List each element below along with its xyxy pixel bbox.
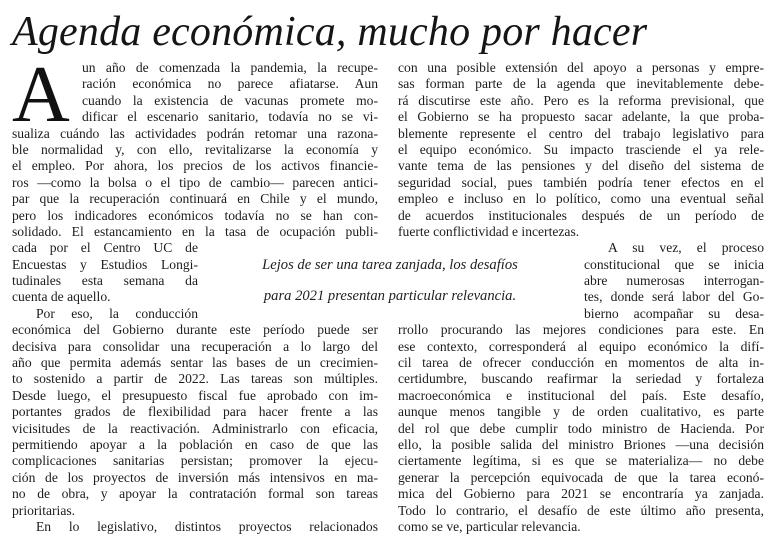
text-line: constitucional que se inicia	[584, 256, 764, 272]
text-line: tudinales esta semana da	[12, 273, 198, 289]
text-line: el equipo económico. Su impacto trasciende el ya rele-	[398, 141, 764, 157]
pull-quote-line: para 2021 presentan particular relevancia.	[263, 288, 517, 304]
pull-quote-line: Lejos de ser una tarea zanjada, los desafíos	[262, 257, 518, 273]
text-line: prioritarias.	[12, 502, 76, 518]
text-line: Todo lo contrario, el desafío de este último año presenta,	[398, 502, 764, 518]
text-line: ble normalidad y, con ello, revitalizarse la economía y	[12, 141, 378, 157]
text-line: ración económica no parece afiatarse. Aun	[82, 76, 378, 92]
text-line: de acuerdos institucionales después de un período de	[398, 207, 764, 223]
text-line: Por eso, la conducción	[36, 305, 198, 321]
text-line: ción de los proyectos de inversión más intensivos en ma-	[12, 469, 378, 485]
text-line: cada por el Centro UC de	[12, 240, 198, 256]
text-line: año que permita además sentar las bases de un crecimien-	[12, 355, 378, 371]
text-line: A su vez, el proceso	[608, 240, 764, 256]
drop-cap: A	[12, 51, 70, 139]
text-line: certidumbre, buscando reafirmar la seriedad y fortaleza	[398, 371, 764, 387]
text-line: vante tema de las pensiones y del diseño del sistema de	[398, 158, 764, 174]
text-line: rá discutirse este año. Pero es la reforma previsional, que	[398, 92, 764, 108]
text-line: decisiva para consolidar una recuperación a lo largo del	[12, 338, 378, 354]
text-line: económica del Gobierno durante este período puede ser	[12, 322, 378, 338]
article-title: Agenda económica, mucho por hacer	[12, 9, 648, 55]
text-line: ello, la posible salida del ministro Briones —una decisión	[398, 436, 764, 452]
text-line: blemente represente el centro del trabajo legislativo para	[398, 125, 764, 141]
text-line: par que la recuperación continuará en Chile y el mundo,	[12, 191, 378, 207]
text-line: pero los indicadores económicos todavía no se han con-	[12, 207, 378, 223]
text-line: cuenta de aquello.	[12, 289, 111, 305]
text-line: cuando la existencia de vacunas promete mo-	[82, 92, 378, 108]
text-line: vicisitudes de la reactivación. Administrarlo con eficacia,	[12, 420, 378, 436]
text-line: ros —como la bolsa o el tipo de cambio— parecen antici-	[12, 174, 378, 190]
text-line: sualiza cuándo las actividades podrán retomar una razona-	[12, 125, 378, 141]
text-line: un año de comenzada la pandemia, la recupe-	[82, 60, 378, 75]
text-line: empleo e incluso en lo político, como una eventual señal	[398, 191, 764, 207]
text-line: to sostenido a partir de 2022. Las tareas son múltiples.	[12, 371, 378, 387]
text-line: el Gobierno se ha propuesto sacar adelante, la que proba-	[398, 109, 764, 125]
text-line: solidado. El estancamiento en la tasa de ocupación publi-	[12, 223, 378, 239]
text-line: En lo legislativo, distintos proyectos relacionados	[36, 518, 378, 534]
text-line: aunque menos tangible y de orden cualitativo, es parte	[398, 404, 764, 420]
text-line: como se ve, particular relevancia.	[398, 518, 581, 534]
text-line: portantes grados de flexibilidad para hacer frente a las	[12, 404, 378, 420]
text-line: tes, donde será labor del Go-	[584, 289, 764, 305]
text-line: con una posible extensión del apoyo a personas y empre-	[398, 60, 764, 75]
text-line: Desde luego, el presupuesto fiscal fue aprobado con im-	[12, 387, 378, 403]
text-line: no de obra, y apoyar la contratación formal son tareas	[12, 486, 378, 502]
text-line: rrollo procurando las mejores condiciones para este. En	[398, 322, 764, 338]
text-line: complicaciones sanitarias persistan; promover la ejecu-	[12, 453, 378, 469]
text-line: bierno acompañar su desa-	[584, 305, 764, 321]
text-line: del rol que debe cumplir todo ministro de Hacienda. Por	[398, 420, 764, 436]
text-line: seguridad social, pues también podría tener efectos en el	[398, 174, 764, 190]
text-line: macroeconómica e institucional del país. Este desafío,	[398, 387, 764, 403]
text-line: permitiendo apoyar a la población en caso de que las	[12, 436, 378, 452]
right-column	[398, 60, 764, 535]
text-line: Encuestas y Estudios Longi-	[12, 256, 198, 272]
text-line: cil tarea de ofrecer conducción en momentos de alta in-	[398, 355, 764, 371]
text-line: el empleo. Por ahora, los precios de los activos financie-	[12, 158, 378, 174]
text-line: mica del Gobierno para 2021 se encontraría ya zanjada.	[398, 486, 764, 502]
text-line: ciertamente legítima, si es que se materializa— no debe	[398, 453, 764, 469]
text-line: sas forman parte de la agenda que inevitablemente debe-	[398, 76, 764, 92]
text-line: dificar el escenario sanitario, todavía no se vi-	[82, 109, 378, 125]
text-line: ese contexto, corresponderá al equipo económico la difí-	[398, 338, 764, 354]
text-line: generar la percepción equivocada de que la tarea econó-	[398, 469, 764, 485]
text-line: fuerte conflictividad e incertezas.	[398, 223, 580, 239]
text-line: abre numerosas interrogan-	[584, 273, 764, 289]
